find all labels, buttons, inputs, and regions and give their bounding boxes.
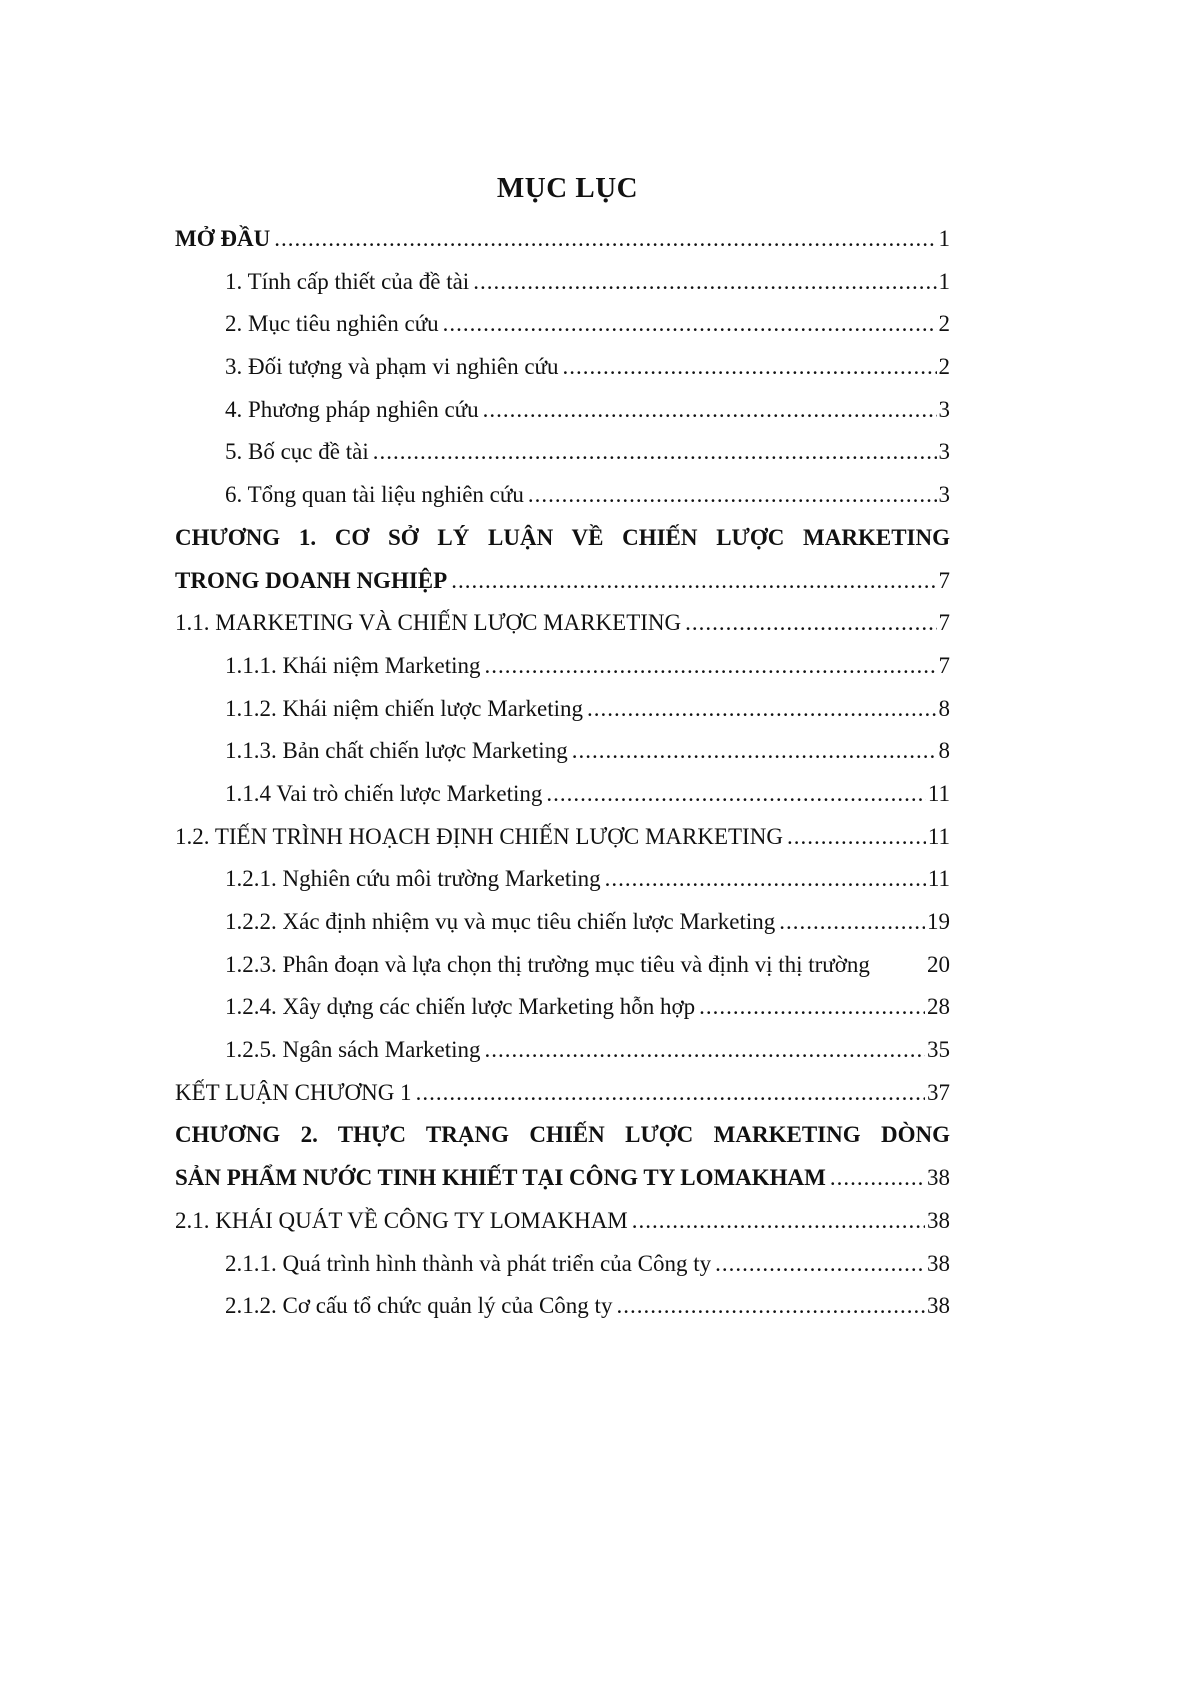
toc-entry[interactable] [175,645,950,688]
dot-leader [473,261,936,304]
toc-entry-label: 1.2.1. Nghiên cứu môi trường Marketing [225,866,601,892]
toc-entry-page-number: 11 [927,780,950,806]
toc-entry-page-number: 37 [927,1079,950,1105]
toc-entry[interactable] [175,517,950,560]
toc-entry[interactable] [175,1200,950,1243]
toc-entry-page-number: 11 [927,866,950,892]
toc-entry[interactable] [175,261,950,304]
toc-entry[interactable] [175,560,950,603]
toc-entry-label: 2.1.1. Quá trình hình thành và phát triển của Công ty [225,1250,712,1276]
toc-entry[interactable] [175,1072,950,1115]
toc-entry-label: CHƯƠNG 2. THỰC TRẠNG CHIẾN LƯỢC MARKETING DÒNG [175,1122,950,1148]
toc-entry-label: 5. Bố cục đề tài [225,439,369,465]
dot-leader [274,218,936,261]
toc-entry-page-number: 38 [927,1207,950,1233]
toc-entry[interactable] [175,688,950,731]
toc-entry-label: 1. Tính cấp thiết của đề tài [225,268,470,294]
toc-entry-label: 1.2.2. Xác định nhiệm vụ và mục tiêu chiến lược Marketing [225,909,776,934]
toc-entry[interactable] [175,773,950,816]
toc-entry-label: 1.1.2. Khái niệm chiến lược Marketing [225,695,584,721]
toc-entry-page-number: 2 [938,354,950,380]
toc-entry[interactable] [175,816,950,859]
dot-leader [787,816,926,859]
toc-entry-label: 2. Mục tiêu nghiên cứu [225,311,439,337]
dot-leader [779,901,925,944]
toc-entry[interactable] [175,1029,950,1072]
toc-entry-page-number: 35 [927,1037,950,1063]
toc-entry[interactable] [175,474,950,517]
toc-entry-page-number: 8 [938,695,950,721]
toc-entry-label: 4. Phương pháp nghiên cứu [225,396,479,422]
toc-entry[interactable] [175,730,950,773]
dot-leader [451,560,936,603]
toc-entry-label: MỞ ĐẦU [175,226,271,251]
toc-entry-label: 1.1.4 Vai trò chiến lược Marketing [225,780,543,806]
toc-entry[interactable] [175,1114,950,1157]
dot-leader [685,602,936,645]
toc-entry[interactable] [175,602,950,645]
toc-entry-page-number: 2 [938,311,950,337]
toc-entry[interactable] [175,303,950,346]
toc-entry-page-number: 11 [927,823,950,849]
toc-entry[interactable] [175,431,950,474]
toc-entry-page-number: 3 [938,439,950,465]
dot-leader [616,1285,925,1328]
toc-entry-label: 1.2.3. Phân đoạn và lựa chọn thị trường mục tiêu và định vị thị trường [225,951,870,977]
toc-entry-label: 2.1. KHÁI QUÁT VỀ CÔNG TY LOMAKHAM [175,1207,628,1233]
dot-leader [605,858,926,901]
dot-leader [483,389,937,432]
toc-entry-page-number: 38 [927,1250,950,1276]
toc-entry-page-number: 8 [938,738,950,764]
toc-entry-label: SẢN PHẨM NƯỚC TINH KHIẾT TẠI CÔNG TY LOMAKHAM [175,1165,826,1191]
dot-leader [587,688,936,731]
toc-entry-label: 2.1.2. Cơ cấu tổ chức quản lý của Công ty [225,1293,613,1319]
toc-entry[interactable] [175,901,950,944]
toc-entry-page-number: 7 [938,610,950,636]
dot-leader [485,1029,926,1072]
toc-entry-label: 1.1. MARKETING VÀ CHIẾN LƯỢC MARKETING [175,610,682,636]
dot-leader [715,1243,925,1286]
toc-entry-page-number: 19 [927,909,950,934]
toc-entry-page-number: 38 [927,1165,950,1191]
toc-entry[interactable] [175,389,950,432]
toc-entry-label: TRONG DOANH NGHIỆP [175,567,448,593]
toc-entry-page-number: 28 [927,994,950,1020]
dot-leader [528,474,937,517]
toc-entry-label: 1.2.5. Ngân sách Marketing [225,1037,481,1063]
toc-entry-page-number: 3 [938,396,950,422]
dot-leader [572,730,937,773]
dot-leader [632,1200,925,1243]
toc-entry-page-number: 1 [938,226,950,251]
dot-leader [373,431,937,474]
toc-entry-label: 1.2. TIẾN TRÌNH HOẠCH ĐỊNH CHIẾN LƯỢC MARKETING [175,823,783,849]
table-of-contents [175,218,950,1328]
toc-entry[interactable] [175,986,950,1029]
toc-entry-page-number: 7 [938,567,950,593]
toc-entry[interactable] [175,858,950,901]
toc-entry-page-number: 38 [927,1293,950,1319]
dot-leader [485,645,937,688]
toc-entry-page-number: 7 [938,652,950,678]
page-title: MỤC LỤC [496,172,639,204]
toc-entry-label: 3. Đối tượng và phạm vi nghiên cứu [225,354,559,380]
dot-leader [563,346,937,389]
toc-entry-label: 6. Tổng quan tài liệu nghiên cứu [225,482,524,508]
toc-entry-label: KẾT LUẬN CHƯƠNG 1 [175,1079,412,1105]
dot-leader [546,773,925,816]
toc-entry[interactable] [175,944,950,987]
toc-entry[interactable] [175,1285,950,1328]
toc-entry[interactable] [175,1157,950,1200]
toc-entry-page-number: 20 [927,951,950,977]
toc-entry-label: 1.1.1. Khái niệm Marketing [225,652,481,678]
toc-entry[interactable] [175,346,950,389]
dot-leader [830,1157,925,1200]
dot-leader [443,303,937,346]
toc-entry[interactable] [175,1243,950,1286]
toc-entry-label: 1.1.3. Bản chất chiến lược Marketing [225,738,568,764]
dot-leader [699,986,925,1029]
toc-entry-label: 1.2.4. Xây dựng các chiến lược Marketing hỗn hợp [225,994,696,1020]
dot-leader [416,1072,925,1115]
toc-entry-page-number: 3 [938,482,950,508]
toc-entry-label: CHƯƠNG 1. CƠ SỞ LÝ LUẬN VỀ CHIẾN LƯỢC MARKETING [175,524,950,550]
toc-entry[interactable] [175,218,950,261]
toc-entry-page-number: 1 [938,268,950,294]
